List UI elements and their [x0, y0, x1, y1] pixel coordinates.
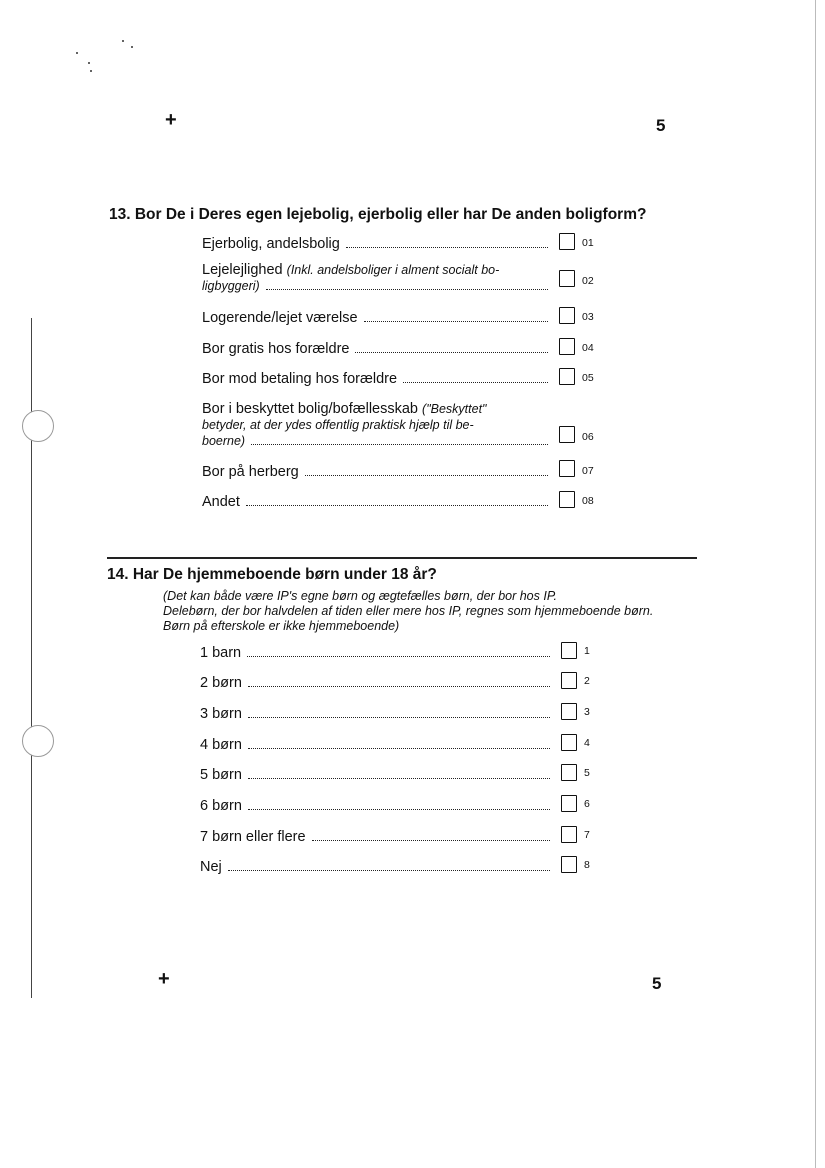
option-label: 4 børn [200, 737, 242, 753]
option-code: 7 [584, 829, 590, 841]
leader-dots [355, 352, 548, 353]
q13-option-05 [202, 371, 554, 387]
leader-dots [247, 656, 550, 657]
q13-option-06 [202, 401, 554, 449]
question-13-title: 13. Bor De i Deres egen lejebolig, ejerbolig eller har De anden boligform? [109, 206, 647, 223]
checkbox-05[interactable] [559, 368, 575, 385]
q13-option-03 [202, 310, 554, 326]
option-label: 1 barn [200, 645, 242, 661]
option-code: 03 [582, 311, 594, 323]
option-label: Logerende/lejet værelse [202, 310, 358, 326]
option-code: 01 [582, 237, 594, 249]
option-label: 7 børn eller flere [200, 829, 306, 845]
punch-hole [22, 725, 54, 757]
q13-option-02 [202, 262, 554, 294]
q14-option-7 [200, 829, 556, 845]
checkbox-7[interactable] [561, 826, 577, 843]
option-label: Bor gratis hos forældre [202, 341, 350, 357]
registration-mark: + [165, 109, 177, 131]
option-code: 1 [584, 645, 590, 657]
leader-dots [248, 809, 550, 810]
option-note: ("Beskyttet" [422, 402, 487, 416]
scan-speck [131, 46, 133, 48]
checkbox-06[interactable] [559, 426, 575, 443]
q14-option-4 [200, 737, 556, 753]
option-note: ligbyggeri) [202, 279, 260, 293]
option-note: (Inkl. andelsboliger i alment socialt bo- [286, 263, 500, 277]
option-label: Bor i beskyttet bolig/bofællesskab [202, 401, 418, 417]
registration-mark: + [158, 968, 170, 990]
leader-dots [248, 748, 550, 749]
checkbox-1[interactable] [561, 642, 577, 659]
leader-dots [403, 382, 548, 383]
q14-option-2 [200, 675, 556, 691]
option-label: Bor mod betaling hos forældre [202, 371, 398, 387]
leader-dots [228, 870, 550, 871]
option-code: 02 [582, 275, 594, 287]
page-number: 5 [652, 974, 662, 993]
checkbox-2[interactable] [561, 672, 577, 689]
option-code: 08 [582, 495, 594, 507]
checkbox-07[interactable] [559, 460, 575, 477]
q14-option-6 [200, 798, 556, 814]
option-label: 2 børn [200, 675, 242, 691]
q13-option-08 [202, 494, 554, 510]
option-label: Bor på herberg [202, 464, 299, 480]
q14-option-1 [200, 645, 556, 661]
option-label: Nej [200, 859, 222, 875]
q14-option-5 [200, 767, 556, 783]
q14-option-3 [200, 706, 556, 722]
leader-dots [246, 505, 548, 506]
option-code: 04 [582, 342, 594, 354]
q13-option-04 [202, 341, 554, 357]
option-code: 07 [582, 465, 594, 477]
option-label: 5 børn [200, 767, 242, 783]
option-code: 05 [582, 372, 594, 384]
option-label: Andet [202, 494, 240, 510]
leader-dots [312, 840, 550, 841]
leader-dots [266, 289, 548, 290]
checkbox-6[interactable] [561, 795, 577, 812]
q14-option-8 [200, 859, 556, 875]
checkbox-04[interactable] [559, 338, 575, 355]
scan-speck [90, 70, 92, 72]
leader-dots [364, 321, 548, 322]
right-page-edge [815, 0, 816, 1168]
note-line: (Det kan både være IP's egne børn og ægtefælles børn, der bor hos IP. [163, 589, 558, 603]
option-code: 2 [584, 675, 590, 687]
punch-hole [22, 410, 54, 442]
leader-dots [248, 778, 550, 779]
scan-speck [88, 62, 90, 64]
option-label: 6 børn [200, 798, 242, 814]
page-number: 5 [656, 116, 666, 135]
option-code: 4 [584, 737, 590, 749]
option-code: 5 [584, 767, 590, 779]
leader-dots [346, 247, 548, 248]
option-code: 06 [582, 431, 594, 443]
option-label: Lejelejlighed [202, 262, 283, 278]
option-note: betyder, at der ydes offentlig praktisk hjælp til be- [202, 418, 474, 432]
checkbox-02[interactable] [559, 270, 575, 287]
checkbox-5[interactable] [561, 764, 577, 781]
checkbox-3[interactable] [561, 703, 577, 720]
q13-option-07 [202, 464, 554, 480]
option-code: 3 [584, 706, 590, 718]
scan-speck [76, 52, 78, 54]
checkbox-8[interactable] [561, 856, 577, 873]
checkbox-4[interactable] [561, 734, 577, 751]
scan-speck [122, 40, 124, 42]
leader-dots [248, 686, 550, 687]
checkbox-03[interactable] [559, 307, 575, 324]
note-line: Børn på efterskole er ikke hjemmeboende) [163, 619, 400, 633]
note-line: Delebørn, der bor halvdelen af tiden eller mere hos IP, regnes som hjemmeboende børn. [163, 604, 654, 618]
leader-dots [248, 717, 550, 718]
question-14-note [163, 589, 653, 634]
leader-dots [305, 475, 548, 476]
option-label: Ejerbolig, andelsbolig [202, 236, 340, 252]
q13-option-01 [202, 236, 554, 252]
section-divider [107, 557, 697, 559]
option-code: 6 [584, 798, 590, 810]
checkbox-01[interactable] [559, 233, 575, 250]
option-code: 8 [584, 859, 590, 871]
checkbox-08[interactable] [559, 491, 575, 508]
option-note: boerne) [202, 434, 246, 448]
question-14-title: 14. Har De hjemmeboende børn under 18 år? [107, 566, 437, 583]
leader-dots [251, 444, 548, 445]
option-label: 3 børn [200, 706, 242, 722]
